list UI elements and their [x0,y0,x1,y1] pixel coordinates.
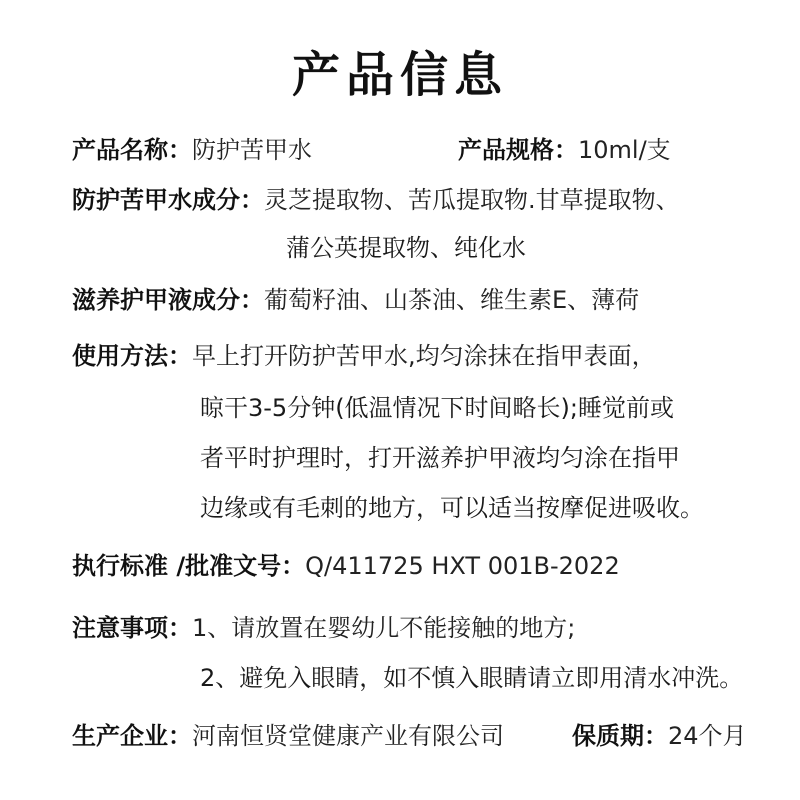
company-value: 河南恒贤堂健康产业有限公司 [192,722,504,750]
standard-value: Q/411725 HXT 001B-2022 [305,552,620,580]
protect-ingredients-row [72,184,680,216]
product-name-row [72,134,312,166]
company-label: 生产企业： [72,722,192,750]
company-row [72,720,504,752]
shelf-life-label: 保质期： [572,722,668,750]
usage-row [72,340,656,372]
product-name-value: 防护苦甲水 [192,136,312,164]
product-spec-label: 产品规格： [458,136,578,164]
usage-line2: 晾干3-5分钟(低温情况下时间略长);睡觉前或 [200,394,675,422]
protect-ingredients-label: 防护苦甲水成分： [72,186,264,214]
usage-line4: 边缘或有毛刺的地方，可以适当按摩促进吸收。 [200,494,704,522]
notes-label: 注意事项： [72,614,192,642]
notes-line2: 2、避免入眼睛，如不慎入眼睛请立即用清水冲洗。 [200,664,744,692]
usage-line1: 早上打开防护苦甲水,均匀涂抹在指甲表面， [192,342,656,370]
shelf-life-row [572,720,747,752]
standard-row [72,550,620,582]
shelf-life-value: 24个月 [668,722,747,750]
product-spec-row [458,134,671,166]
nourish-ingredients-value: 葡萄籽油、山茶油、维生素E、薄荷 [264,286,640,314]
nourish-ingredients-row [72,284,639,316]
usage-label: 使用方法： [72,342,192,370]
standard-label: 执行标准 /批准文号： [72,552,306,580]
page-title: 产品信息 [291,47,508,103]
protect-ingredients-line2: 蒲公英提取物、纯化水 [286,234,526,262]
protect-ingredients-line1: 灵芝提取物、苦瓜提取物.甘草提取物、 [264,186,680,214]
nourish-ingredients-label: 滋养护甲液成分： [72,286,264,314]
usage-line3: 者平时护理时，打开滋养护甲液均匀涂在指甲 [200,444,680,472]
product-name-label: 产品名称： [72,136,192,164]
notes-row [72,612,575,644]
notes-line1: 1、请放置在婴幼儿不能接触的地方; [192,614,576,642]
product-spec-value: 10ml/支 [578,136,671,164]
